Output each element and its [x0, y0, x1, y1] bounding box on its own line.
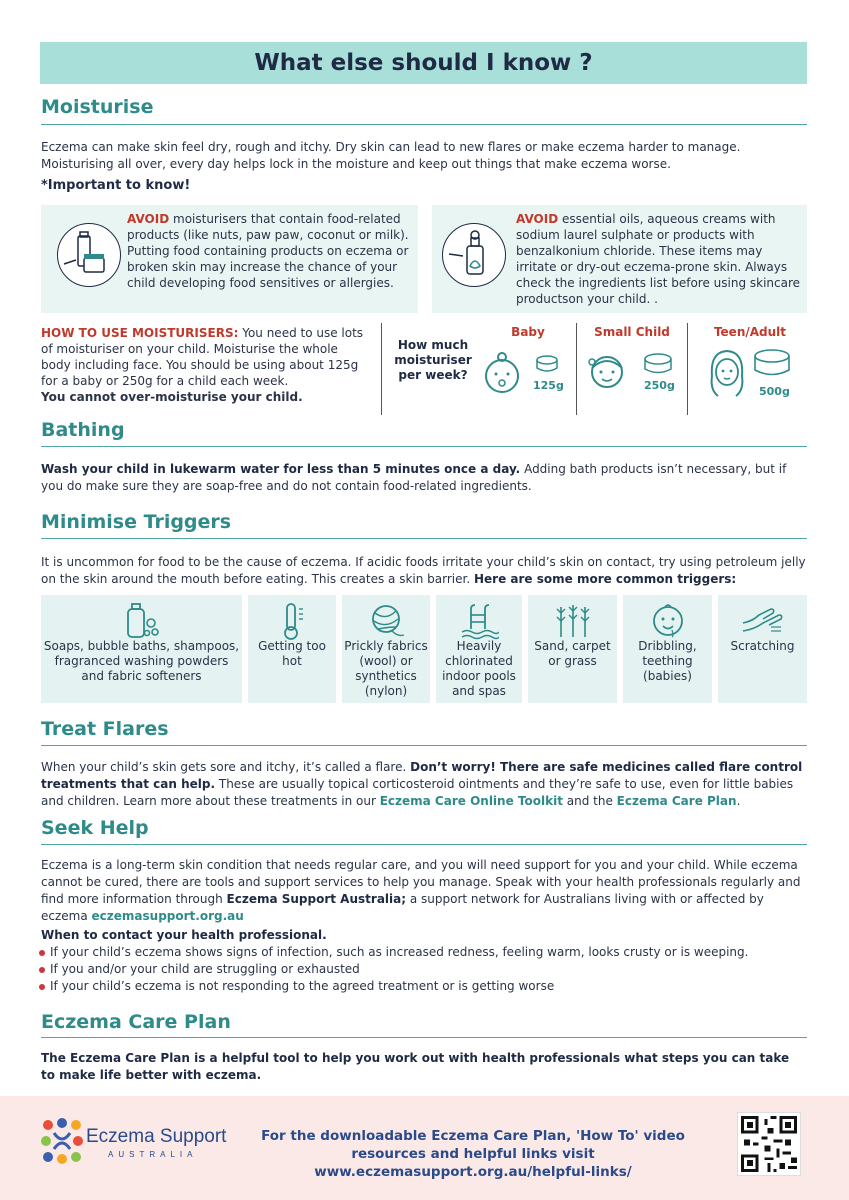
- trigger-card: [623, 595, 712, 703]
- trigger-label: Dribbling, teething (babies): [638, 639, 697, 683]
- list-item: If your child’s eczema shows signs of infection, such as increased redness, feeling warm, looks crusty or is weeping.: [38, 944, 808, 961]
- avoid-food-box: [41, 205, 418, 313]
- bathing-text: [41, 461, 807, 495]
- contact-heading: When to contact your health professional.: [41, 928, 327, 942]
- trigger-card: [41, 595, 242, 703]
- trigger-label: Prickly fabrics (wool) or synthetics (nylon): [344, 639, 428, 698]
- trigger-label: Getting too hot: [258, 639, 326, 668]
- important-note: *Important to know!: [41, 178, 191, 193]
- trigger-card: [718, 595, 807, 703]
- thermometer-icon: [272, 601, 312, 641]
- jar-medium-icon: [643, 353, 673, 375]
- age-small-child-label: Small Child: [594, 325, 670, 339]
- flares-divider: [41, 745, 807, 746]
- flares-t3: and the: [562, 794, 617, 808]
- trigger-card: [248, 595, 336, 703]
- baby-face-icon: [648, 601, 688, 641]
- cream-tube-icon: [57, 223, 121, 287]
- small-child-icon: [586, 350, 628, 394]
- baby-icon: [480, 350, 524, 398]
- eczemasupport-link[interactable]: eczemasupport.org.au: [91, 909, 244, 923]
- help-t2: a support network for Australians living with or affected by eczema: [41, 892, 764, 923]
- title-banner: [40, 42, 807, 84]
- trigger-label: Heavily chlorinated indoor pools and spas: [442, 639, 516, 698]
- how-much-label: How much moisturiser per week?: [394, 338, 472, 382]
- flares-t2: These are usually topical corticosteroid ointments and they’re safe to use, even for little babies and children. Learn more about these treatments in our: [41, 777, 794, 808]
- logo-text: Eczema Support: [86, 1126, 227, 1147]
- grass-icon: [553, 601, 593, 641]
- help-t1: Eczema is a long-term skin condition that needs regular care, and you will need support for you and your child. While eczema cannot be cured, there are tools and support services to help you manage. Speak with your health professionals regularly and find more information through: [41, 858, 801, 906]
- care-plan-link[interactable]: Eczema Care Plan: [616, 794, 737, 808]
- moisturise-divider: [41, 124, 807, 125]
- plan-heading: Eczema Care Plan: [41, 1011, 231, 1033]
- divider-line: [381, 323, 382, 415]
- amount-teen-adult: 500g: [759, 385, 790, 398]
- trigger-card: [342, 595, 430, 703]
- triggers-heading: Minimise Triggers: [41, 511, 232, 533]
- dropper-bottle-icon: [442, 223, 506, 287]
- plan-text: The Eczema Care Plan is a helpful tool to help you work out with health professionals what steps you can take to make life better with eczema.: [41, 1051, 790, 1082]
- amount-small-child: 250g: [644, 379, 675, 392]
- plan-divider: [41, 1037, 807, 1038]
- pool-ladder-icon: [459, 601, 499, 641]
- footer-text: For the downloadable Eczema Care Plan, 'How To' video resources and helpful links visit www.eczemasupport.org.au/helpful-links/: [261, 1128, 685, 1180]
- help-text: [41, 857, 807, 925]
- toolkit-link[interactable]: Eczema Care Online Toolkit: [379, 794, 563, 808]
- qr-code-icon: [737, 1112, 801, 1176]
- avoid-oils-body: essential oils, aqueous creams with sodium laurel sulphate or products with benzalkonium chloride. These items may irritate or dry-out eczema-prone skin. Always check the ingredients list before using skincare productson your child. .: [516, 212, 801, 306]
- avoid-food-body: moisturisers that contain food-related products (like nuts, paw paw, coconut or milk). Putting food containing products on eczema or broken skin may increase the chance of your child developing food sensitives or allergies.: [127, 212, 409, 290]
- teen-adult-icon: [704, 346, 750, 404]
- bathing-bold: Wash your child in lukewarm water for less than 5 minutes once a day.: [41, 462, 521, 476]
- bathing-body: Adding bath products isn’t necessary, but if you do make sure they are soap-free and do not contain food-related ingredients.: [41, 462, 787, 493]
- trigger-label: Scratching: [730, 639, 795, 653]
- flares-heading: Treat Flares: [41, 718, 169, 740]
- flares-text: [41, 759, 807, 810]
- triggers-text: [41, 554, 807, 588]
- list-item: If you and/or your child are struggling or exhausted: [38, 961, 808, 978]
- avoid-oils-label: AVOID: [516, 212, 559, 226]
- amount-baby: 125g: [533, 379, 564, 392]
- divider-line: [576, 323, 577, 415]
- flares-bold: Don’t worry! There are safe medicines called flare control treatments that can help.: [41, 760, 803, 791]
- logo-subtext: AUSTRALIA: [108, 1150, 198, 1159]
- help-heading: Seek Help: [41, 817, 149, 839]
- help-bold: Eczema Support Australia;: [226, 892, 407, 906]
- avoid-oils-box: [432, 205, 807, 313]
- avoid-food-text: [127, 211, 412, 291]
- triggers-bold: Here are some more common triggers:: [473, 572, 737, 586]
- divider-line: [687, 323, 688, 415]
- bathing-heading: Bathing: [41, 419, 125, 441]
- yarn-ball-icon: [366, 601, 406, 641]
- trigger-card: [528, 595, 617, 703]
- flares-t1: When your child’s skin gets sore and itchy, it’s called a flare.: [41, 760, 411, 774]
- how-to-use-text: [41, 325, 371, 405]
- jar-large-icon: [752, 348, 792, 378]
- page-title: What else should I know ?: [254, 50, 593, 76]
- age-baby-label: Baby: [511, 325, 545, 339]
- trigger-label: Sand, carpet or grass: [534, 639, 611, 668]
- how-to-use-label: HOW TO USE MOISTURISERS:: [41, 326, 239, 340]
- moisturise-intro: Eczema can make skin feel dry, rough and itchy. Dry skin can lead to new flares or make eczema harder to manage. Moisturising all over, every day helps lock in the moisture and keep out things that make eczema worse.: [41, 140, 741, 171]
- soap-bottle-icon: [122, 601, 162, 641]
- help-divider: [41, 844, 807, 845]
- scratching-hand-icon: [741, 601, 785, 641]
- how-to-use-body: You need to use lots of moisturiser on your child. Moisturise the whole body including face. You should be using about 125g for a baby or 250g for a child each week.: [41, 326, 364, 388]
- jar-small-icon: [535, 355, 559, 373]
- flares-t4: .: [736, 794, 741, 808]
- age-teen-adult-label: Teen/Adult: [713, 325, 787, 339]
- avoid-food-label: AVOID: [127, 212, 170, 226]
- trigger-label: Soaps, bubble baths, shampoos, fragranced washing powders and fabric softeners: [43, 639, 240, 683]
- avoid-oils-text: [516, 211, 801, 307]
- contact-list: [38, 944, 808, 995]
- over-moisturise-note: You cannot over-moisturise your child.: [41, 390, 303, 404]
- bathing-divider: [41, 446, 807, 447]
- eczema-support-logo-icon: [40, 1117, 84, 1167]
- triggers-body: It is uncommon for food to be the cause of eczema. If acidic foods irritate your child’s skin on contact, try using petroleum jelly on the skin around the mouth before eating. This creates a skin barrier.: [41, 555, 806, 586]
- trigger-card: [436, 595, 522, 703]
- triggers-divider: [41, 538, 807, 539]
- list-item: If your child’s eczema is not responding to the agreed treatment or is getting worse: [38, 978, 808, 995]
- moisturise-heading: Moisturise: [41, 96, 154, 118]
